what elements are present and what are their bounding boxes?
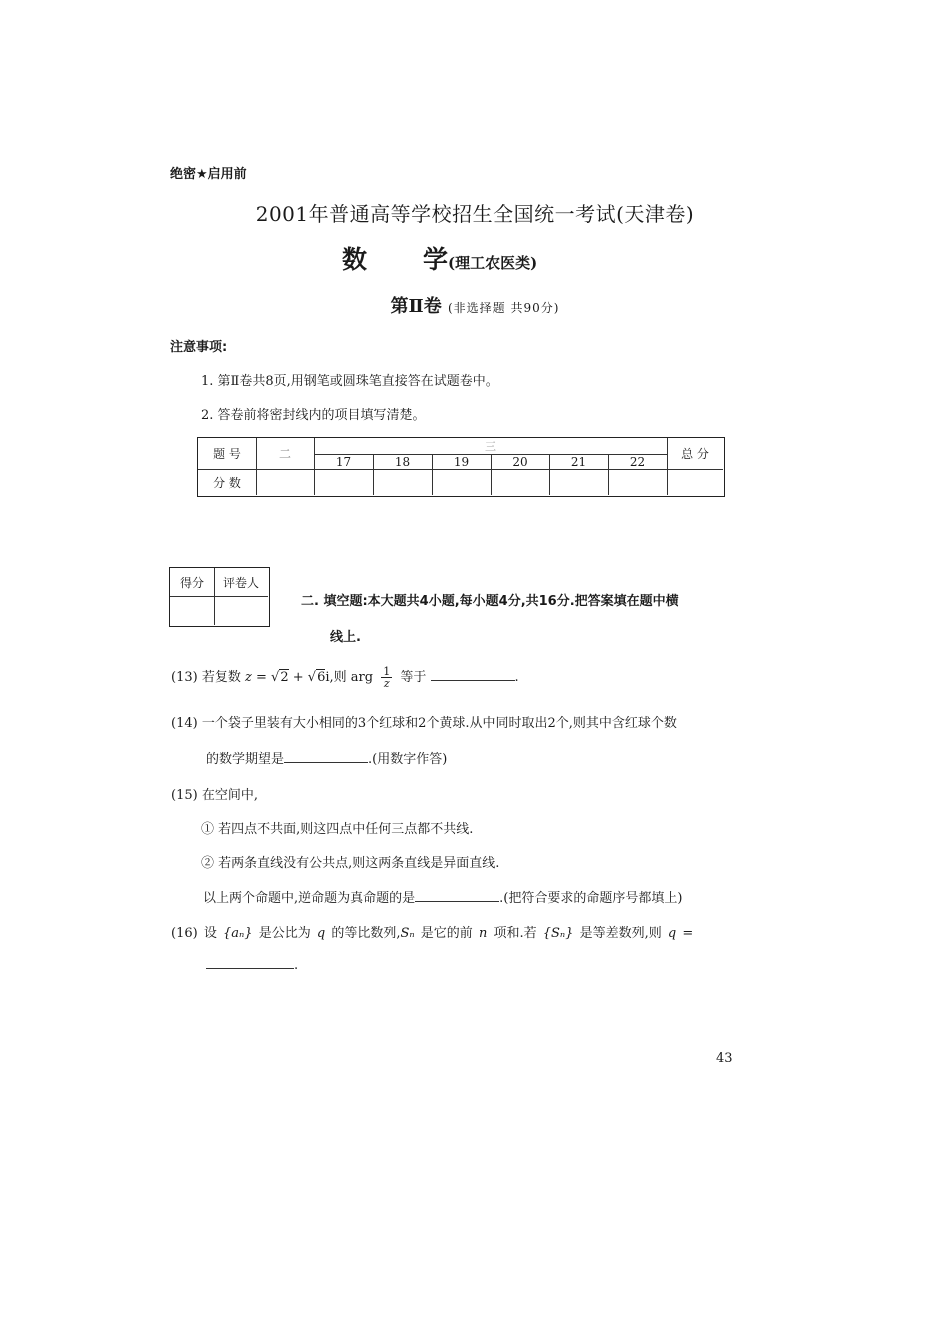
q15-answer-blank[interactable] (415, 891, 499, 902)
q13-sqrt6: 6 (317, 670, 326, 685)
grader-name-label: 评卷人 (222, 575, 259, 590)
notice-item-2: 2. 答卷前将密封线内的项目填写清楚。 (201, 408, 426, 423)
section-two-heading-cont: 线上. (330, 630, 361, 645)
q16-t5: 项和.若 (493, 926, 537, 941)
q13-imag-unit: i (325, 670, 330, 685)
question-13: (13) 若复数 z = √2 + √6i,则 arg $\frac{1}{z}$ 等于 . (171, 665, 519, 690)
q16-var-q2: q (667, 926, 677, 941)
col-q17: 17 (335, 454, 352, 469)
q13-plus: + (292, 670, 304, 685)
col-section-three: 三 (485, 440, 496, 453)
q14-line2-a: 的数学期望是 (206, 752, 285, 767)
q13-answer-blank[interactable] (431, 670, 515, 681)
q16-seq-an: {aₙ} (222, 926, 253, 941)
col-q19: 19 (453, 454, 470, 469)
col-total: 总 分 (681, 447, 709, 461)
q13-number: (13) (171, 670, 198, 685)
question-14-cont (206, 748, 447, 767)
q13-equals: = (255, 670, 267, 685)
question-15 (171, 784, 258, 803)
q16-var-n: n (478, 926, 488, 941)
q13-fraction (381, 666, 392, 689)
col-q18: 18 (394, 454, 411, 469)
q16-t6: 是等差数列,则 (579, 926, 662, 941)
q16-t3: 的等比数列, (331, 926, 401, 941)
q13-frac-den: z (383, 677, 390, 690)
score-table (197, 437, 725, 497)
exam-title: 2001年普通高等学校招生全国统一考试(天津卷) (255, 202, 695, 226)
q13-text-c: 等于 (400, 670, 427, 685)
q16-number: (16) (171, 926, 198, 941)
q15-number: (15) (171, 788, 198, 803)
q16-var-q: q (316, 926, 326, 941)
q15-item-2: ② 若两条直线没有公共点,则这两条直线是异面直线. (201, 856, 500, 871)
q13-text-b: ,则 arg (329, 670, 374, 685)
q14-line2-b: .(用数字作答) (368, 752, 448, 767)
q13-end: . (514, 670, 519, 685)
grader-box (169, 567, 270, 627)
row-label-score: 分 数 (213, 475, 241, 490)
q15-line3-b: .(把符合要求的命题序号都填上) (499, 891, 683, 906)
notice-heading: 注意事项: (170, 340, 228, 355)
col-section-two: 二 (278, 447, 291, 461)
subject-char-1: 数 (342, 245, 368, 274)
question-16-cont (206, 958, 298, 973)
col-q21: 21 (570, 454, 587, 469)
q13-frac-num: 1 (383, 665, 391, 678)
question-14 (171, 712, 677, 731)
q16-answer-blank[interactable] (206, 958, 294, 969)
subject-title (342, 240, 537, 276)
q16-var-sn: Sₙ (400, 926, 415, 941)
q16-t1: 设 (203, 926, 217, 941)
grader-score-label: 得分 (179, 575, 204, 590)
volume-note: (非选择题 共90分) (448, 301, 560, 315)
col-q22: 22 (629, 454, 646, 469)
q14-line1: 一个袋子里装有大小相同的3个红球和2个黄球.从中同时取出2个,则其中含红球个数 (201, 716, 677, 731)
q16-end: . (294, 958, 299, 973)
page-number: 43 (716, 1051, 733, 1066)
q16-seq-sn: {Sₙ} (542, 926, 574, 941)
subject-type: (理工农医类) (448, 254, 538, 272)
q16-t4: 是它的前 (420, 926, 473, 941)
col-q20: 20 (512, 454, 528, 469)
q14-answer-blank[interactable] (284, 752, 368, 763)
row-label-question: 题 号 (213, 447, 241, 461)
volume-label: 第Ⅱ卷 (390, 296, 442, 317)
q15-line3 (203, 887, 682, 906)
q14-number: (14) (171, 716, 198, 731)
section-two-heading: 二. 填空题:本大题共4小题,每小题4分,共16分.把答案填在题中横 (301, 594, 679, 609)
q13-text-a: 若复数 (201, 670, 241, 685)
volume-title (0, 292, 950, 318)
notice-item-1: 1. 第Ⅱ卷共8页,用钢笔或圆珠笔直接答在试题卷中。 (201, 374, 499, 389)
q16-t2: 是公比为 (258, 926, 311, 941)
q13-var-z: z (244, 670, 252, 685)
q15-item-1: ① 若四点不共面,则这四点中任何三点都不共线. (201, 822, 474, 837)
q13-sqrt2: 2 (280, 670, 289, 685)
q15-intro: 在空间中, (201, 788, 258, 803)
question-16 (171, 922, 693, 941)
q16-equals: = (682, 926, 694, 941)
q15-line3-a: 以上两个命题中,逆命题为真命题的是 (203, 891, 416, 906)
secret-mark: 绝密★启用前 (170, 167, 247, 182)
subject-char-2: 学 (423, 245, 449, 274)
